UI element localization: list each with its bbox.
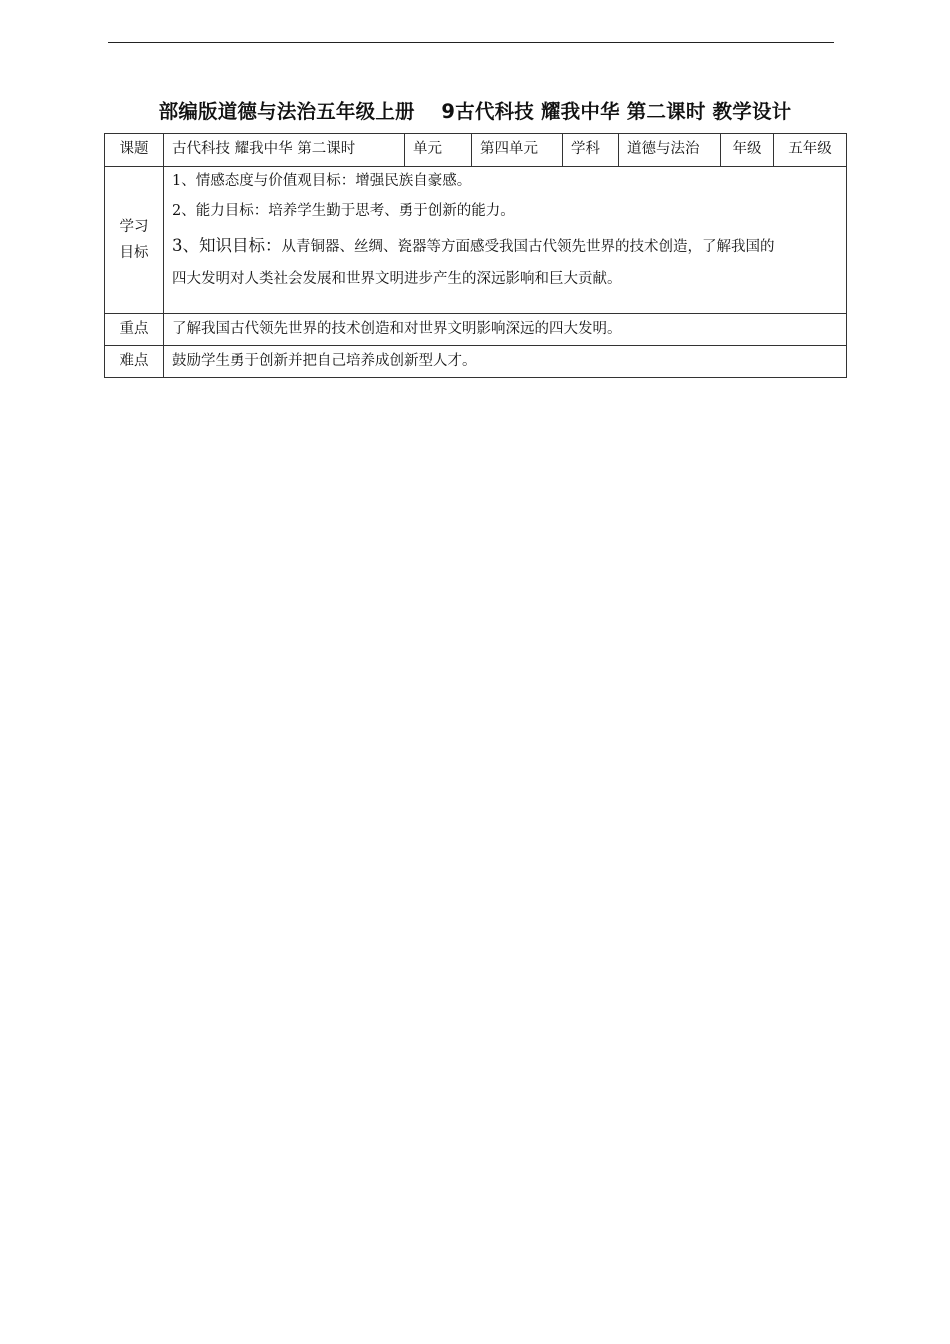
topic-label: 课题	[105, 134, 164, 167]
goals-label-line1: 学习	[119, 219, 149, 235]
table-row-goals	[105, 167, 847, 314]
table-row-difficulty	[105, 346, 847, 378]
subject-value: 道德与法治	[619, 134, 721, 167]
difficulty-label: 难点	[105, 346, 164, 378]
goals-label	[105, 167, 164, 314]
subject-label: 学科	[563, 134, 619, 167]
difficulty-value: 鼓励学生勇于创新并把自己培养成创新型人才。	[164, 346, 847, 378]
lesson-plan-table	[104, 133, 847, 378]
grade-label: 年级	[721, 134, 774, 167]
goal-item-2: 2、能力目标：培养学生勤于思考、勇于创新的能力。	[172, 203, 515, 219]
grade-value: 五年级	[774, 134, 847, 167]
unit-value: 第四单元	[472, 134, 563, 167]
goals-label-line2: 目标	[119, 245, 149, 261]
key-point-label: 重点	[105, 314, 164, 346]
topic-value: 古代科技 耀我中华 第二课时	[164, 134, 405, 167]
goals-content	[164, 167, 847, 314]
table-row-key-point	[105, 314, 847, 346]
document-title: 部编版道德与法治五年级上册 9古代科技 耀我中华 第二课时 教学设计	[158, 100, 792, 123]
header-rule	[108, 42, 834, 43]
table-row-header	[105, 134, 847, 167]
unit-label: 单元	[405, 134, 472, 167]
goal-item-3-lead: 3、知识目标：	[172, 236, 282, 255]
goal-item-3-continuation: 四大发明对人类社会发展和世界文明进步产生的深远影响和巨大贡献。	[172, 271, 622, 287]
key-point-value: 了解我国古代领先世界的技术创造和对世界文明影响深远的四大发明。	[164, 314, 847, 346]
goal-item-3-text: 从青铜器、丝绸、瓷器等方面感受我国古代领先世界的技术创造，了解我国的	[281, 239, 775, 255]
goal-item-3	[172, 236, 840, 271]
goal-item-1: 1、情感态度与价值观目标：增强民族自豪感。	[172, 173, 472, 189]
